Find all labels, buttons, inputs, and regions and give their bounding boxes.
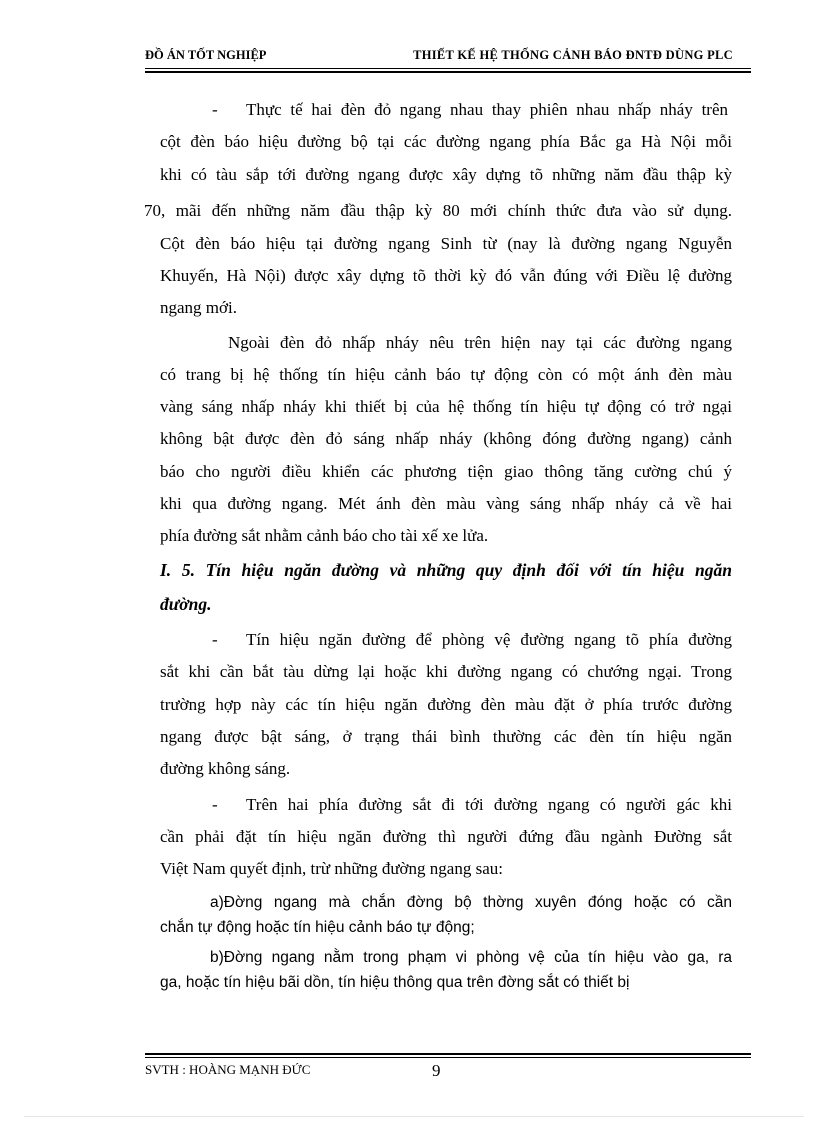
para2-line-6: khi qua đường ngang. Mét ánh đèn màu vàng sáng nhấp nháy cả về hai <box>160 494 732 513</box>
para1-line-2: cột đèn báo hiệu đường bộ tại các đường ngang phía Bắc ga Hà Nội mỗi <box>160 132 732 151</box>
footer-author: SVTH : HOÀNG MẠNH ĐỨC <box>145 1062 311 1077</box>
para1-line-5: Cột đèn báo hiệu tại đường ngang Sinh từ (nay là đường ngang Nguyễn <box>160 234 732 253</box>
header-rule-thin <box>145 68 751 69</box>
page-number: 9 <box>432 1061 441 1080</box>
para1-line-4: 70, mãi đến những năm đầu thập kỳ 80 mới chính thức đưa vào sử dụng. <box>144 201 732 220</box>
item-a-line-2: chắn tự động hoặc tín hiệu cảnh báo tự động; <box>160 919 475 936</box>
para4-line-1: Trên hai phía đường sắt đi tới đường ngang có người gác khi <box>246 795 732 814</box>
para1-line-6: Khuyến, Hà Nội) được xây dựng tõ thời kỳ đó vẫn đúng với Điều lệ đường <box>160 266 732 285</box>
para2-line-7: phía đường sắt nhằm cảnh báo cho tài xế xe lửa. <box>160 526 489 545</box>
para3-line-4: ngang được bật sáng, ở trạng thái bình thường các đèn tín hiệu ngăn <box>160 727 732 746</box>
item-b-line-2: ga, hoặc tín hiệu bãi dồn, tín hiệu thông qua trên đờng sắt có thiết bị <box>160 974 630 991</box>
section-heading-line-2: đường. <box>160 594 212 614</box>
section-heading-line-1: I. 5. Tín hiệu ngăn đường và những quy định đối với tín hiệu ngăn <box>160 560 732 580</box>
header-right: THIẾT KẾ HỆ THỐNG CẢNH BÁO ĐNTĐ DÙNG PLC <box>413 48 733 62</box>
bullet-dash-1: - <box>212 100 218 119</box>
para3-line-5: đường không sáng. <box>160 759 291 778</box>
para2-line-5: báo cho người điều khiển các phương tiện giao thông tăng cường chú ý <box>160 462 732 481</box>
footer-rule-thick <box>145 1053 751 1055</box>
header-left: ĐỒ ÁN TỐT NGHIỆP <box>145 48 267 62</box>
bullet-dash-3: - <box>212 795 218 814</box>
item-a-line-1: a)Đờng ngang mà chắn đờng bộ thờng xuyên đóng hoặc có cần <box>210 894 732 911</box>
page-bottom-edge <box>24 1116 804 1117</box>
footer-rule-thin <box>145 1057 751 1058</box>
para1-line-3: khi có tàu sắp tới đường ngang được xây dựng tõ những năm đầu thập kỳ <box>160 165 732 184</box>
para3-line-1: Tín hiệu ngăn đường để phòng vệ đường ngang tõ phía đường <box>246 630 732 649</box>
para2-line-2: có trang bị hệ thống tín hiệu cảnh báo tự động còn có một ánh đèn màu <box>160 365 732 384</box>
para2-line-3: vàng sáng nhấp nháy khi thiết bị của hệ thống tín hiệu tự động có trở ngại <box>160 397 732 416</box>
bullet-dash-2: - <box>212 630 218 649</box>
item-b-line-1: b)Đờng ngang nằm trong phạm vi phòng vệ của tín hiệu vào ga, ra <box>210 949 732 966</box>
para2-line-4: không bật được đèn đỏ sáng nhấp nháy (không đóng đường ngang) cảnh <box>160 429 732 448</box>
para4-line-2: cần phải đặt tín hiệu ngăn đường thì người đứng đầu ngành Đường sắt <box>160 827 732 846</box>
para1-line-1: Thực tế hai đèn đỏ ngang nhau thay phiên nhau nhấp nháy trên <box>246 100 728 119</box>
para4-line-3: Việt Nam quyết định, trừ những đường ngang sau: <box>160 859 503 878</box>
header-rule-thick <box>145 71 751 73</box>
para3-line-2: sắt khi cần bắt tàu dừng lại hoặc khi đường ngang có chướng ngại. Trong <box>160 662 732 681</box>
para2-line-1: Ngoài đèn đỏ nhấp nháy nêu trên hiện nay tại các đường ngang <box>228 333 732 352</box>
para3-line-3: trường hợp này các tín hiệu ngăn đường đèn màu đặt ở phía trước đường <box>160 695 732 714</box>
para1-line-7: ngang mới. <box>160 298 237 317</box>
